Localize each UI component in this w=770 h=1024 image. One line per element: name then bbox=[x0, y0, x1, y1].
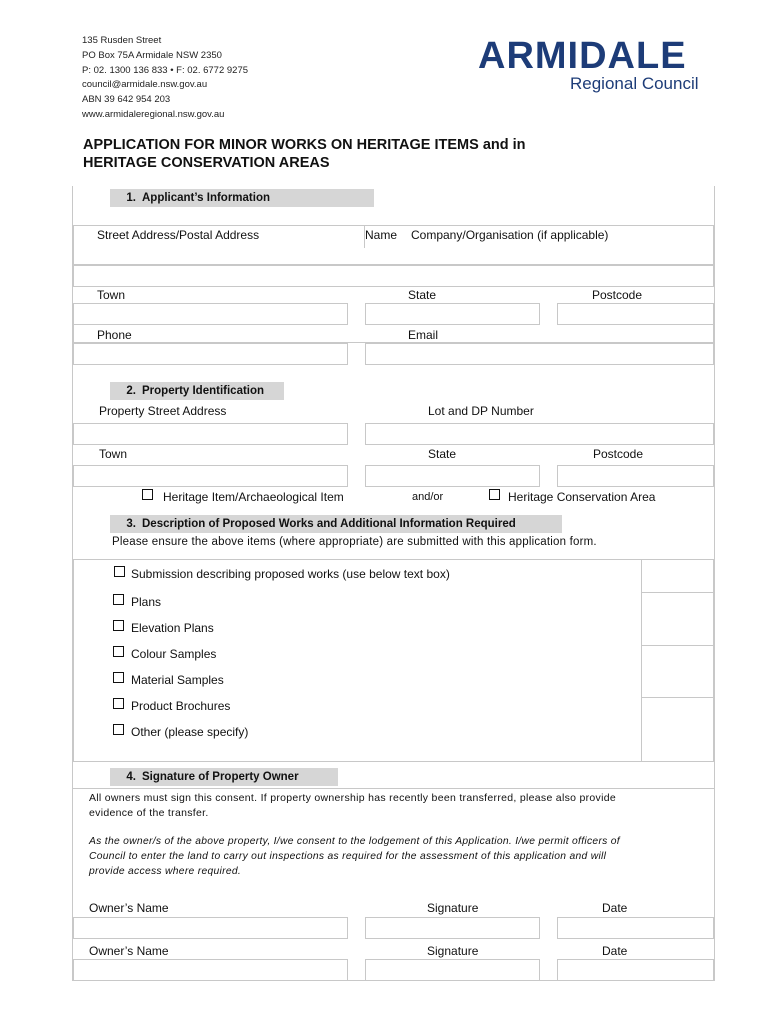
state-label: State bbox=[408, 288, 437, 302]
property-postcode-field[interactable] bbox=[557, 465, 714, 487]
property-postcode-label: Postcode bbox=[593, 447, 644, 461]
checklist-item-material: Material Samples bbox=[131, 673, 224, 687]
address-line: www.armidaleregional.nsw.gov.au bbox=[82, 108, 225, 120]
owner-name-field[interactable] bbox=[73, 959, 348, 981]
checklist-item-elevation: Elevation Plans bbox=[131, 621, 214, 635]
lot-dp-field[interactable] bbox=[365, 423, 714, 445]
company-label: Company/Organisation (if applicable) bbox=[411, 228, 609, 242]
section-title: Property Identification bbox=[142, 385, 265, 397]
state-field[interactable] bbox=[365, 303, 540, 325]
consent-line: All owners must sign this consent. If property ownership has recently been transferred, please also provide bbox=[89, 792, 617, 804]
email-field[interactable] bbox=[365, 343, 714, 365]
phone-row-frame bbox=[73, 325, 714, 343]
logo-subtitle: Regional Council bbox=[570, 74, 699, 93]
section-number: 4. bbox=[126, 771, 136, 783]
postcode-label: Postcode bbox=[592, 288, 643, 302]
date-field[interactable] bbox=[557, 917, 714, 939]
section-number: 3. bbox=[126, 518, 136, 530]
checklist-item-plans: Plans bbox=[131, 595, 162, 609]
consent-paragraph bbox=[89, 791, 709, 821]
owner-name-label: Owner’s Name bbox=[89, 944, 169, 958]
property-town-label: Town bbox=[99, 447, 128, 461]
phone-field[interactable] bbox=[73, 343, 348, 365]
other-checkbox[interactable] bbox=[113, 724, 124, 735]
postcode-field[interactable] bbox=[557, 303, 714, 325]
form-title-line: APPLICATION FOR MINOR WORKS ON HERITAGE ITEMS and in bbox=[83, 137, 526, 153]
form-title bbox=[83, 136, 643, 172]
property-town-field[interactable] bbox=[73, 465, 348, 487]
statement-line: provide access where required. bbox=[89, 866, 242, 877]
signature-label: Signature bbox=[427, 944, 479, 958]
address-line: ABN 39 642 954 203 bbox=[82, 94, 171, 106]
heritage-item-label: Heritage Item/Archaeological Item bbox=[163, 490, 344, 504]
section-divider bbox=[73, 788, 714, 789]
section-heading-applicant bbox=[110, 189, 374, 207]
logo-wordmark: ARMIDALE bbox=[478, 35, 687, 77]
consent-line: evidence of the transfer. bbox=[89, 807, 209, 819]
council-logo bbox=[478, 36, 718, 98]
phone-label: Phone bbox=[97, 328, 132, 342]
signature-field[interactable] bbox=[365, 917, 540, 939]
plans-checkbox[interactable] bbox=[113, 594, 124, 605]
checklist-item-other: Other (please specify) bbox=[131, 725, 249, 739]
address-line: council@armidale.nsw.gov.au bbox=[82, 79, 208, 91]
section-title: Applicant’s Information bbox=[142, 192, 270, 204]
date-field[interactable] bbox=[557, 959, 714, 981]
street-address-label: Street Address/Postal Address bbox=[97, 228, 260, 242]
conservation-area-label: Heritage Conservation Area bbox=[508, 490, 656, 504]
form-border-right bbox=[714, 186, 715, 981]
material-samples-checkbox[interactable] bbox=[113, 672, 124, 683]
checklist-row-line bbox=[641, 592, 714, 593]
heritage-item-checkbox[interactable] bbox=[142, 489, 153, 500]
form-title-line: HERITAGE CONSERVATION AREAS bbox=[83, 155, 330, 171]
statement-line: Council to enter the land to carry out inspections as required for the assessment of this application and will bbox=[89, 851, 607, 862]
address-line: PO Box 75A Armidale NSW 2350 bbox=[82, 49, 222, 61]
council-address bbox=[82, 34, 248, 123]
checklist-row-line bbox=[641, 697, 714, 698]
section-heading-signature bbox=[110, 768, 338, 786]
colour-samples-checkbox[interactable] bbox=[113, 646, 124, 657]
section-number: 2. bbox=[126, 385, 136, 397]
checklist-item-submission: Submission describing proposed works (use below text box) bbox=[131, 567, 450, 581]
town-label: Town bbox=[97, 288, 126, 302]
owner-name-field[interactable] bbox=[73, 917, 348, 939]
statement-line: As the owner/s of the above property, I/we consent to the lodgement of this Application. I/we permit officers of bbox=[89, 836, 620, 847]
owner-name-label: Owner’s Name bbox=[89, 901, 169, 915]
lot-dp-label: Lot and DP Number bbox=[428, 404, 534, 418]
signature-label: Signature bbox=[427, 901, 479, 915]
section-number: 1. bbox=[126, 192, 136, 204]
town-field[interactable] bbox=[73, 303, 348, 325]
address-line: 135 Rusden Street bbox=[82, 35, 162, 46]
checklist-item-colour: Colour Samples bbox=[131, 647, 217, 661]
owner-statement bbox=[89, 834, 709, 879]
section-heading-description bbox=[110, 515, 562, 533]
checklist-row-line bbox=[641, 645, 714, 646]
checklist-item-brochures: Product Brochures bbox=[131, 699, 231, 713]
email-label: Email bbox=[408, 328, 439, 342]
address-line: P: 02. 1300 136 833 • F: 02. 6772 9275 bbox=[82, 64, 249, 76]
description-instruction: Please ensure the above items (where appropriate) are submitted with this application form. bbox=[112, 536, 597, 548]
elevation-plans-checkbox[interactable] bbox=[113, 620, 124, 631]
product-brochures-checkbox[interactable] bbox=[113, 698, 124, 709]
andor-label: and/or bbox=[412, 491, 444, 503]
submission-checkbox[interactable] bbox=[114, 566, 125, 577]
date-label: Date bbox=[602, 944, 628, 958]
property-street-field[interactable] bbox=[73, 423, 348, 445]
checklist-divider bbox=[641, 559, 642, 762]
section-title: Signature of Property Owner bbox=[142, 771, 299, 783]
section-heading-property bbox=[110, 382, 284, 400]
street-address-field[interactable] bbox=[73, 265, 714, 287]
date-label: Date bbox=[602, 901, 628, 915]
conservation-area-checkbox[interactable] bbox=[489, 489, 500, 500]
section-title: Description of Proposed Works and Additional Information Required bbox=[142, 518, 516, 530]
property-street-label: Property Street Address bbox=[99, 404, 227, 418]
name-label: Name bbox=[365, 228, 398, 242]
signature-field[interactable] bbox=[365, 959, 540, 981]
property-state-field[interactable] bbox=[365, 465, 540, 487]
property-state-label: State bbox=[428, 447, 457, 461]
